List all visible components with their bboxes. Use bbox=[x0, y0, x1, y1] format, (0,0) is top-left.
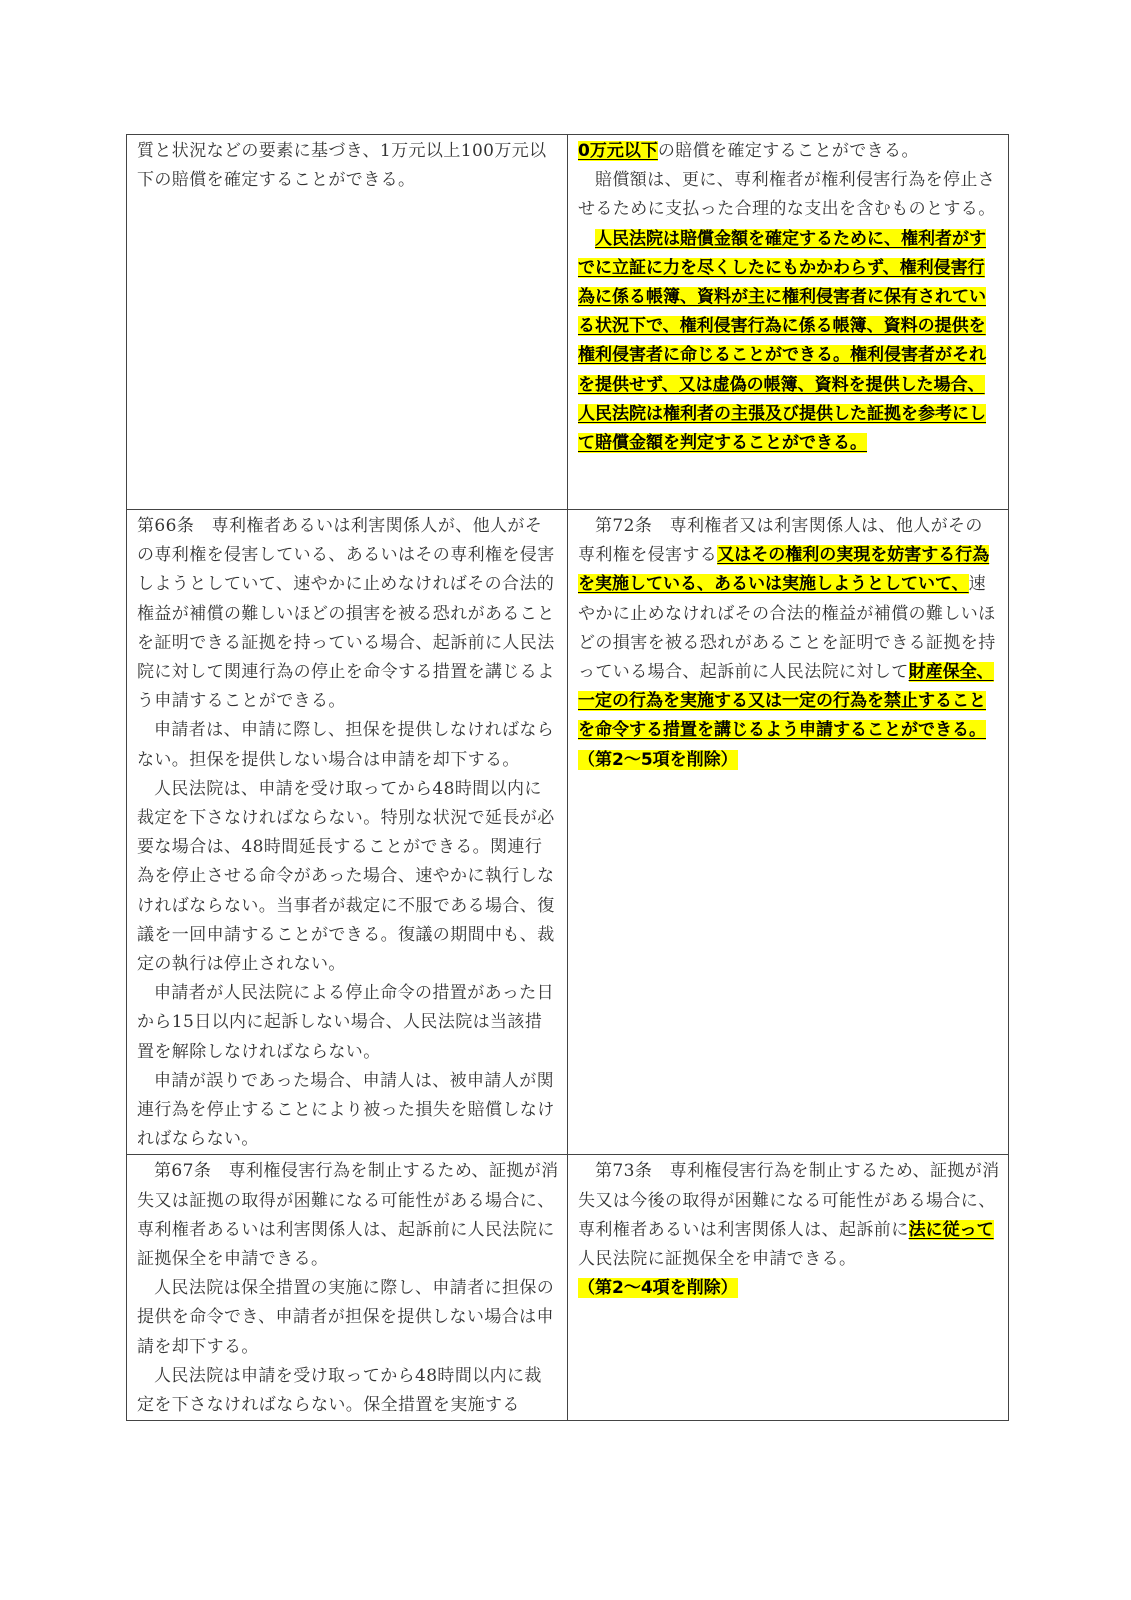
article-paragraph bbox=[137, 137, 559, 195]
article-paragraph bbox=[578, 225, 1000, 459]
old-text-cell bbox=[127, 135, 568, 510]
article-paragraph bbox=[578, 1157, 1000, 1274]
article-paragraph bbox=[578, 166, 1000, 224]
deletion-note: （第2～5項を削除） bbox=[578, 749, 738, 770]
paragraph-text: 賠償額は、更に、専利権者が権利侵害行為を停止させるために支払った合理的な支出を含むものとする。 bbox=[578, 170, 996, 220]
amended-text: 法に従って bbox=[908, 1219, 994, 1240]
article-paragraph bbox=[578, 512, 1000, 746]
amended-text: 又はその権利の実現を妨害する行為を実施している、あるいは実施しようとしていて、 bbox=[578, 545, 990, 595]
article-paragraph bbox=[137, 1067, 559, 1155]
article-paragraph bbox=[137, 1274, 559, 1362]
paragraph-text: 質と状況などの要素に基づき、1万元以上100万元以下の賠償を確定することができる。 bbox=[137, 141, 547, 191]
new-text-cell bbox=[568, 510, 1009, 1155]
table-row bbox=[127, 1155, 1009, 1421]
amended-text: 人民法院は賠償金額を確定するために、権利者がすでに立証に力を尽くしたにもかかわらず、権利侵害行為に係る帳簿、資料が主に権利侵害者に保有されている状況下で、権利侵害行為に係る帳簿、資料の提供を権利侵害者に命じることができる。権利侵害者がそれを提供せず、又は虚偽の帳簿、資料を提供した場合、人民法院は権利者の主張及び提供した証拠を参考にして賠償金額を判定することができる。 bbox=[578, 228, 986, 454]
paragraph-text: の賠償を確定することができる。 bbox=[657, 141, 919, 161]
article-paragraph bbox=[137, 1157, 559, 1274]
paragraph-text: 人民法院は、申請を受け取ってから48時間以内に裁定を下さなければならない。特別な状況で延長が必要な場合は、48時間延長することができる。関連行為を停止させる命令があった場合、速やかに執行しなければならない。当事者が裁定に不服である場合、復議を一回申請することができる。復議の期間中も、裁定の執行は停止されない。 bbox=[137, 778, 555, 975]
paragraph-text: 速やかに止めなければその合法的権益が補償の難しいほどの損害を被る恐れがあることを証明できる証拠を持っている場合、起訴前に人民法院に対して bbox=[578, 574, 996, 683]
article-paragraph bbox=[137, 512, 559, 716]
paragraph-text: 申請者は、申請に際し、担保を提供しなければならない。担保を提供しない場合は申請を却下する。 bbox=[137, 720, 555, 770]
table-row bbox=[127, 510, 1009, 1155]
amended-text: 0万元以下 bbox=[578, 141, 658, 161]
paragraph-text: 申請が誤りであった場合、申請人は、被申請人が関連行為を停止することにより被った損失を賠償しなければならない。 bbox=[137, 1070, 555, 1150]
paragraph-text: 第73条 専利権侵害行為を制止するため、証拠が消失又は今後の取得が困難になる可能性がある場合に、専利権者あるいは利害関係人は、起訴前に bbox=[578, 1161, 1000, 1240]
paragraph-text: 人民法院は保全措置の実施に際し、申請者に担保の提供を命令でき、申請者が担保を提供しない場合は申請を却下する。 bbox=[137, 1278, 555, 1357]
article-paragraph bbox=[137, 716, 559, 774]
paragraph-text: 第67条 専利権侵害行為を制止するため、証拠が消失又は証拠の取得が困難になる可能性がある場合に、専利権者あるいは利害関係人は、起訴前に人民法院に証拠保全を申請できる。 bbox=[137, 1161, 559, 1270]
paragraph-text: 人民法院に証拠保全を申請できる。 bbox=[578, 1249, 857, 1270]
amended-text: 財産保全、一定の行為を実施する又は一定の行為を禁止することを命令する措置を講じるよう申請することができる。 bbox=[578, 662, 994, 741]
paragraph-text: 第66条 専利権者あるいは利害関係人が、他人がその専利権を侵害している、あるいはその専利権を侵害しようとしていて、速やかに止めなければその合法的権益が補償の難しいほどの損害を被る恐れがあることを証明できる証拠を持っている場合、起訴前に人民法院に対して関連行為の停止を命令する措置を講じるよう申請することができる。 bbox=[137, 516, 555, 712]
article-paragraph bbox=[578, 137, 1000, 166]
paragraph-text: 第72条 専利権者又は利害関係人は、他人がその専利権を侵害する bbox=[578, 516, 983, 566]
comparison-table bbox=[126, 134, 1009, 1421]
old-text-cell bbox=[127, 1155, 568, 1421]
table-row bbox=[127, 135, 1009, 510]
article-paragraph bbox=[137, 1362, 559, 1420]
paragraph-text: 申請者が人民法院による停止命令の措置があった日から15日以内に起訴しない場合、人民法院は当該措置を解除しなければならない。 bbox=[137, 983, 555, 1062]
new-text-cell bbox=[568, 1155, 1009, 1421]
article-paragraph bbox=[578, 746, 1000, 775]
new-text-cell bbox=[568, 135, 1009, 510]
deletion-note: （第2～4項を削除） bbox=[578, 1278, 738, 1299]
paragraph-text: 人民法院は申請を受け取ってから48時間以内に裁定を下さなければならない。保全措置を実施する bbox=[137, 1365, 542, 1416]
old-text-cell bbox=[127, 510, 568, 1155]
article-paragraph bbox=[578, 1274, 1000, 1303]
article-paragraph bbox=[137, 775, 559, 979]
article-paragraph bbox=[137, 979, 559, 1067]
